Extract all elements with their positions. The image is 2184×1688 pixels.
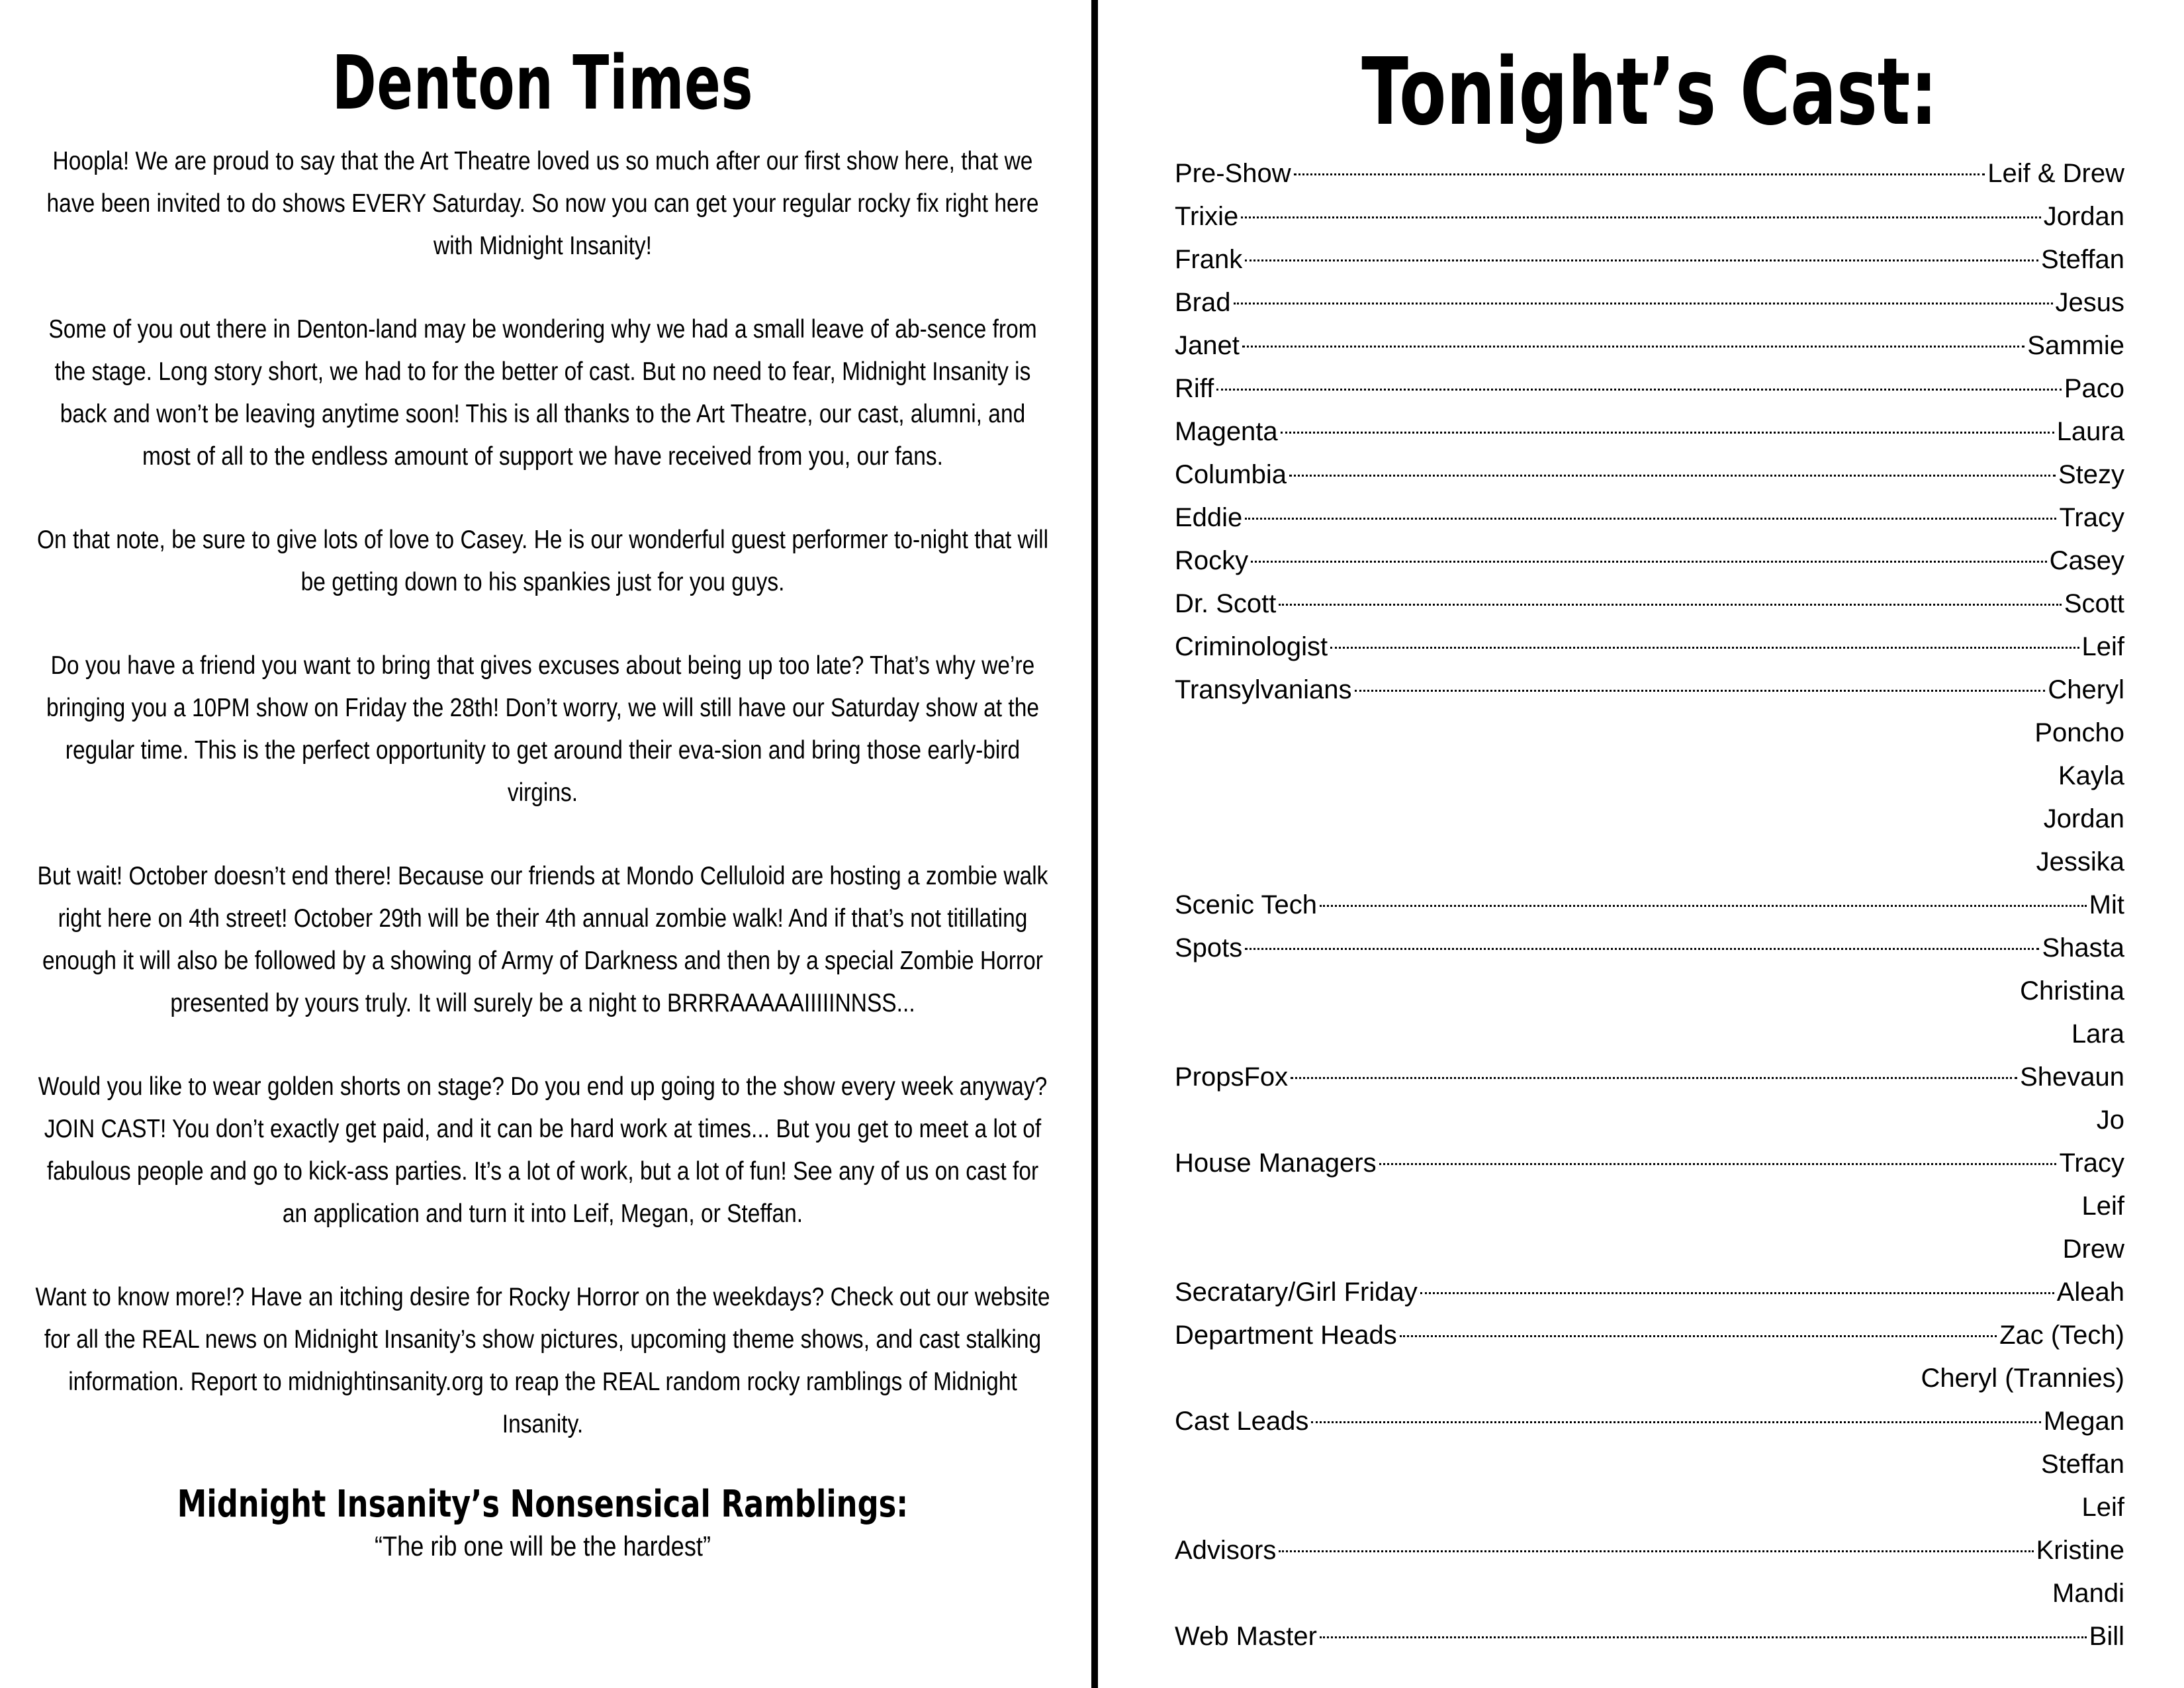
cast-row bbox=[1175, 1572, 2124, 1615]
cast-row bbox=[1175, 496, 2124, 539]
cast-role: Department Heads bbox=[1175, 1321, 1397, 1350]
cast-row bbox=[1175, 324, 2124, 367]
article-paragraph: Do you have a friend you want to bring that gives excuses about being up too late? That’s why we’re bringing you a 10PM show on Friday the 28th! Don’t worry, we will still have our Saturday show at the regular time. This is the perfect opportunity to get around their eva-sion and bring those early-bird virgins. bbox=[46, 651, 1040, 807]
dot-leader bbox=[1311, 1421, 2040, 1423]
cast-row bbox=[1175, 626, 2124, 669]
page-divider bbox=[1091, 0, 1098, 1688]
cast-role: Advisors bbox=[1175, 1536, 1277, 1565]
cast-actor: Jesus bbox=[2055, 288, 2124, 317]
cast-role: Dr. Scott bbox=[1175, 589, 1277, 618]
dot-leader bbox=[1279, 604, 2061, 606]
cast-row bbox=[1175, 1400, 2124, 1443]
cast-row bbox=[1175, 755, 2124, 798]
cast-actor: Jordan bbox=[2043, 202, 2124, 231]
article-paragraph: Want to know more!? Have an itching desire for Rocky Horror on the weekdays? Check out our website for all the REAL news on Midnight Insanity’s show pictures, upcoming theme shows, and cast stalking information. Report to midnightinsanity.org to reap the REAL random rocky ramblings of Midnight Insanity. bbox=[35, 1283, 1050, 1438]
dot-leader bbox=[1245, 259, 2038, 261]
cast-actor: Steffan bbox=[2040, 1450, 2124, 1479]
cast-row bbox=[1175, 841, 2124, 884]
cast-actor: Jo bbox=[2096, 1105, 2124, 1135]
cast-row bbox=[1175, 583, 2124, 626]
cast-row bbox=[1175, 1314, 2124, 1357]
cast-role: Brad bbox=[1175, 288, 1231, 317]
denton-times-page bbox=[33, 40, 1052, 1565]
dot-leader bbox=[1320, 1636, 2087, 1638]
cast-actor: Megan bbox=[2043, 1407, 2124, 1436]
cast-actor: Zac (Tech) bbox=[1999, 1321, 2124, 1350]
cast-role: Magenta bbox=[1175, 417, 1278, 446]
dot-leader bbox=[1289, 475, 2056, 477]
article-paragraph: Would you like to wear golden shorts on stage? Do you end up going to the show every week anyway? JOIN CAST! You don’t exactly get paid, and it can be hard work at times... But you get to meet a lot of fabulous people and go to kick-ass parties. It’s a lot of work, but a lot of fun! See any of us on cast for an application and turn it into Leif, Megan, or Steffan. bbox=[38, 1072, 1048, 1228]
cast-row bbox=[1175, 1357, 2124, 1400]
cast-actor: Scott bbox=[2064, 589, 2124, 618]
cast-actor: Stezy bbox=[2058, 460, 2124, 489]
cast-actor: Jessika bbox=[2036, 847, 2124, 876]
article-paragraph: But wait! October doesn’t end there! Because our friends at Mondo Celluloid are hosting a zombie walk right here on 4th street! October 29th will be their 4th annual zombie walk! And if that’s not titillating enough it will also be followed by a showing of Army of Darkness and then by a special Zombie Horror presented by yours truly. It will surely be a night to BRRRAAAAAIIIIINNSS... bbox=[37, 862, 1048, 1017]
cast-row bbox=[1175, 195, 2124, 238]
cast-row bbox=[1175, 1271, 2124, 1314]
cast-actor: Shasta bbox=[2042, 933, 2124, 962]
cast-row bbox=[1175, 539, 2124, 583]
cast-actor: Poncho bbox=[2034, 718, 2124, 747]
cast-role: Rocky bbox=[1175, 546, 1249, 575]
cast-actor: Leif bbox=[2081, 1493, 2124, 1522]
cast-role: Cast Leads bbox=[1175, 1407, 1309, 1436]
ramblings-heading: Midnight Insanity’s Nonsensical Ramblings: bbox=[177, 1483, 909, 1526]
cast-row bbox=[1175, 1228, 2124, 1271]
cast-actor: Shevaun bbox=[2020, 1062, 2124, 1092]
dot-leader bbox=[1245, 948, 2039, 950]
cast-row bbox=[1175, 410, 2124, 453]
dot-leader bbox=[1330, 647, 2079, 649]
cast-actor: Cheryl (Trannies) bbox=[1921, 1364, 2124, 1393]
cast-actor: Tracy bbox=[2059, 503, 2124, 532]
page-title: Denton Times bbox=[332, 40, 754, 126]
cast-actor: Leif & Drew bbox=[1987, 159, 2124, 188]
dot-leader bbox=[1216, 389, 2062, 391]
dot-leader bbox=[1241, 216, 2040, 218]
cast-actor: Casey bbox=[2049, 546, 2124, 575]
cast-row bbox=[1175, 1056, 2124, 1099]
cast-actor: Sammie bbox=[2027, 331, 2124, 360]
cast-actor: Paco bbox=[2064, 374, 2124, 403]
cast-role: Criminologist bbox=[1175, 632, 1328, 661]
article-body bbox=[33, 140, 1052, 1446]
cast-row bbox=[1175, 1142, 2124, 1185]
cast-row bbox=[1175, 367, 2124, 410]
cast-actor: Aleah bbox=[2056, 1278, 2124, 1307]
cast-role: Riff bbox=[1175, 374, 1214, 403]
cast-row bbox=[1175, 927, 2124, 970]
cast-actor: Christina bbox=[2020, 976, 2124, 1006]
dot-leader bbox=[1355, 690, 2046, 692]
dot-leader bbox=[1320, 905, 2087, 907]
cast-actor: Kayla bbox=[2058, 761, 2124, 790]
cast-row bbox=[1175, 152, 2124, 195]
cast-role: Frank bbox=[1175, 245, 1243, 274]
cast-row bbox=[1175, 1443, 2124, 1486]
cast-actor: Laura bbox=[2056, 417, 2124, 446]
dot-leader bbox=[1379, 1163, 2057, 1165]
cast-row bbox=[1175, 1529, 2124, 1572]
article-paragraph: Hoopla! We are proud to say that the Art Theatre loved us so much after our first show here, that we have been invited to do shows EVERY Saturday. So now you can get your regular rocky fix right here with Midnight Insanity! bbox=[46, 147, 1039, 260]
ramblings-quote: “The rib one will be the hardest” bbox=[375, 1530, 711, 1562]
cast-role: Janet bbox=[1175, 331, 1240, 360]
cast-role: Spots bbox=[1175, 933, 1243, 962]
cast-role: PropsFox bbox=[1175, 1062, 1289, 1092]
cast-row bbox=[1175, 1185, 2124, 1228]
cast-role: Web Master bbox=[1175, 1622, 1317, 1651]
cast-row bbox=[1175, 712, 2124, 755]
cast-actor: Lara bbox=[2071, 1019, 2124, 1049]
cast-row bbox=[1175, 1615, 2124, 1658]
cast-actor: Steffan bbox=[2040, 245, 2124, 274]
cast-row bbox=[1175, 1013, 2124, 1056]
dot-leader bbox=[1234, 303, 2053, 305]
cast-actor: Mandi bbox=[2052, 1579, 2124, 1608]
cast-role: House Managers bbox=[1175, 1149, 1377, 1178]
cast-role: Secratary/Girl Friday bbox=[1175, 1278, 1418, 1307]
cast-row bbox=[1175, 669, 2124, 712]
cast-actor: Drew bbox=[2062, 1235, 2124, 1264]
cast-row bbox=[1175, 798, 2124, 841]
cast-role: Eddie bbox=[1175, 503, 1243, 532]
cast-row bbox=[1175, 970, 2124, 1013]
cast-title: Tonight’s Cast: bbox=[1361, 38, 1938, 146]
cast-actor: Bill bbox=[2089, 1622, 2124, 1651]
cast-row bbox=[1175, 884, 2124, 927]
cast-row bbox=[1175, 1099, 2124, 1142]
cast-actor: Jordan bbox=[2043, 804, 2124, 833]
article-paragraph: On that note, be sure to give lots of love to Casey. He is our wonderful guest performer to-night that will be getting down to his spankies just for you guys. bbox=[36, 526, 1049, 596]
cast-actor: Leif bbox=[2081, 632, 2124, 661]
cast-actor: Tracy bbox=[2059, 1149, 2124, 1178]
cast-actor: Cheryl bbox=[2048, 675, 2124, 704]
dot-leader bbox=[1400, 1335, 1997, 1337]
cast-actor: Mit bbox=[2089, 890, 2124, 919]
cast-row bbox=[1175, 281, 2124, 324]
cast-role: Trixie bbox=[1175, 202, 1239, 231]
cast-role: Pre-Show bbox=[1175, 159, 1291, 188]
cast-role: Columbia bbox=[1175, 460, 1287, 489]
dot-leader bbox=[1420, 1292, 2054, 1294]
cast-row bbox=[1175, 238, 2124, 281]
cast-actor: Leif bbox=[2081, 1192, 2124, 1221]
cast-row bbox=[1175, 1486, 2124, 1529]
dot-leader bbox=[1291, 1077, 2017, 1079]
dot-leader bbox=[1251, 561, 2046, 563]
dot-leader bbox=[1294, 173, 1985, 175]
cast-role: Transylvanians bbox=[1175, 675, 1352, 704]
dot-leader bbox=[1245, 518, 2056, 520]
cast-list bbox=[1175, 152, 2124, 1658]
cast-row bbox=[1175, 453, 2124, 496]
cast-page bbox=[1175, 38, 2124, 1658]
dot-leader bbox=[1242, 346, 2025, 348]
dot-leader bbox=[1279, 1550, 2033, 1552]
dot-leader bbox=[1281, 432, 2054, 434]
cast-actor: Kristine bbox=[2036, 1536, 2124, 1565]
cast-role: Scenic Tech bbox=[1175, 890, 1317, 919]
article-paragraph: Some of you out there in Denton-land may be wondering why we had a small leave of ab-sence from the stage. Long story short, we had to for the better of cast. But no need to fear, Midnight Insanity is back and won’t be leaving anytime soon! This is all thanks to the Art Theatre, our cast, alumni, and most of all to the endless amount of support we have received from you, our fans. bbox=[48, 315, 1037, 471]
